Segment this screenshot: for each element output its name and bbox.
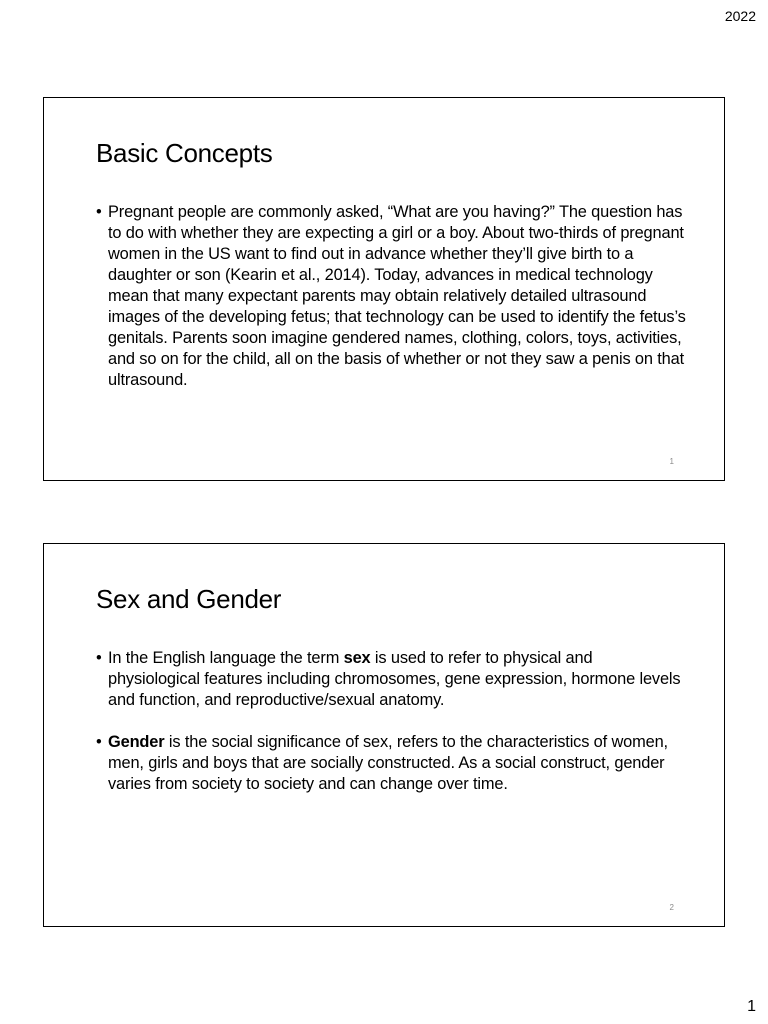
slide-title: Sex and Gender bbox=[96, 584, 282, 614]
bullet-item bbox=[96, 648, 686, 711]
slide-sex-and-gender bbox=[43, 543, 725, 927]
bullet-item bbox=[96, 732, 686, 795]
bullet-text: is the social significance of sex, refers to the characteristics of women, men, girls and boys that are socially constructed. As a social construct, gender varies from society to society and can change over time. bbox=[108, 733, 668, 793]
bullet-text: In the English language the term bbox=[108, 649, 344, 667]
bold-term-sex: sex bbox=[343, 649, 371, 667]
slide-title: Basic Concepts bbox=[96, 138, 273, 168]
bullet-text: is used to refer to physical and physiological features including chromosomes, gene expression, hormone levels and function, and reproductive/sexual anatomy. bbox=[108, 649, 681, 709]
slide-number: 2 bbox=[669, 903, 674, 912]
page-footer-number: 1 bbox=[747, 998, 756, 1015]
slide-body bbox=[96, 202, 686, 391]
slide-basic-concepts bbox=[43, 97, 725, 481]
bullet-item: • Pregnant people are commonly asked, “What are you having?” The question has to do with whether they are expecting a girl or a boy. About two-thirds of pregnant women in the US want to find out in advance whether they’ll give birth to a daughter or son (Kearin et al., 2014). Today, advances in medical technology mean that many expectant parents may obtain relatively detailed ultrasound images of the developing fetus; that technology can be used to identify the fetus’s genitals. Parents soon imagine gendered names, clothing, colors, toys, activities, and so on for the child, all on the basis of whether or not they saw a penis on that ultrasound. bbox=[96, 202, 686, 391]
page-header-year: 2022 bbox=[724, 8, 756, 24]
slide-number: 1 bbox=[669, 457, 674, 466]
slide-body bbox=[96, 648, 686, 795]
bold-term-gender: Gender bbox=[108, 733, 165, 751]
